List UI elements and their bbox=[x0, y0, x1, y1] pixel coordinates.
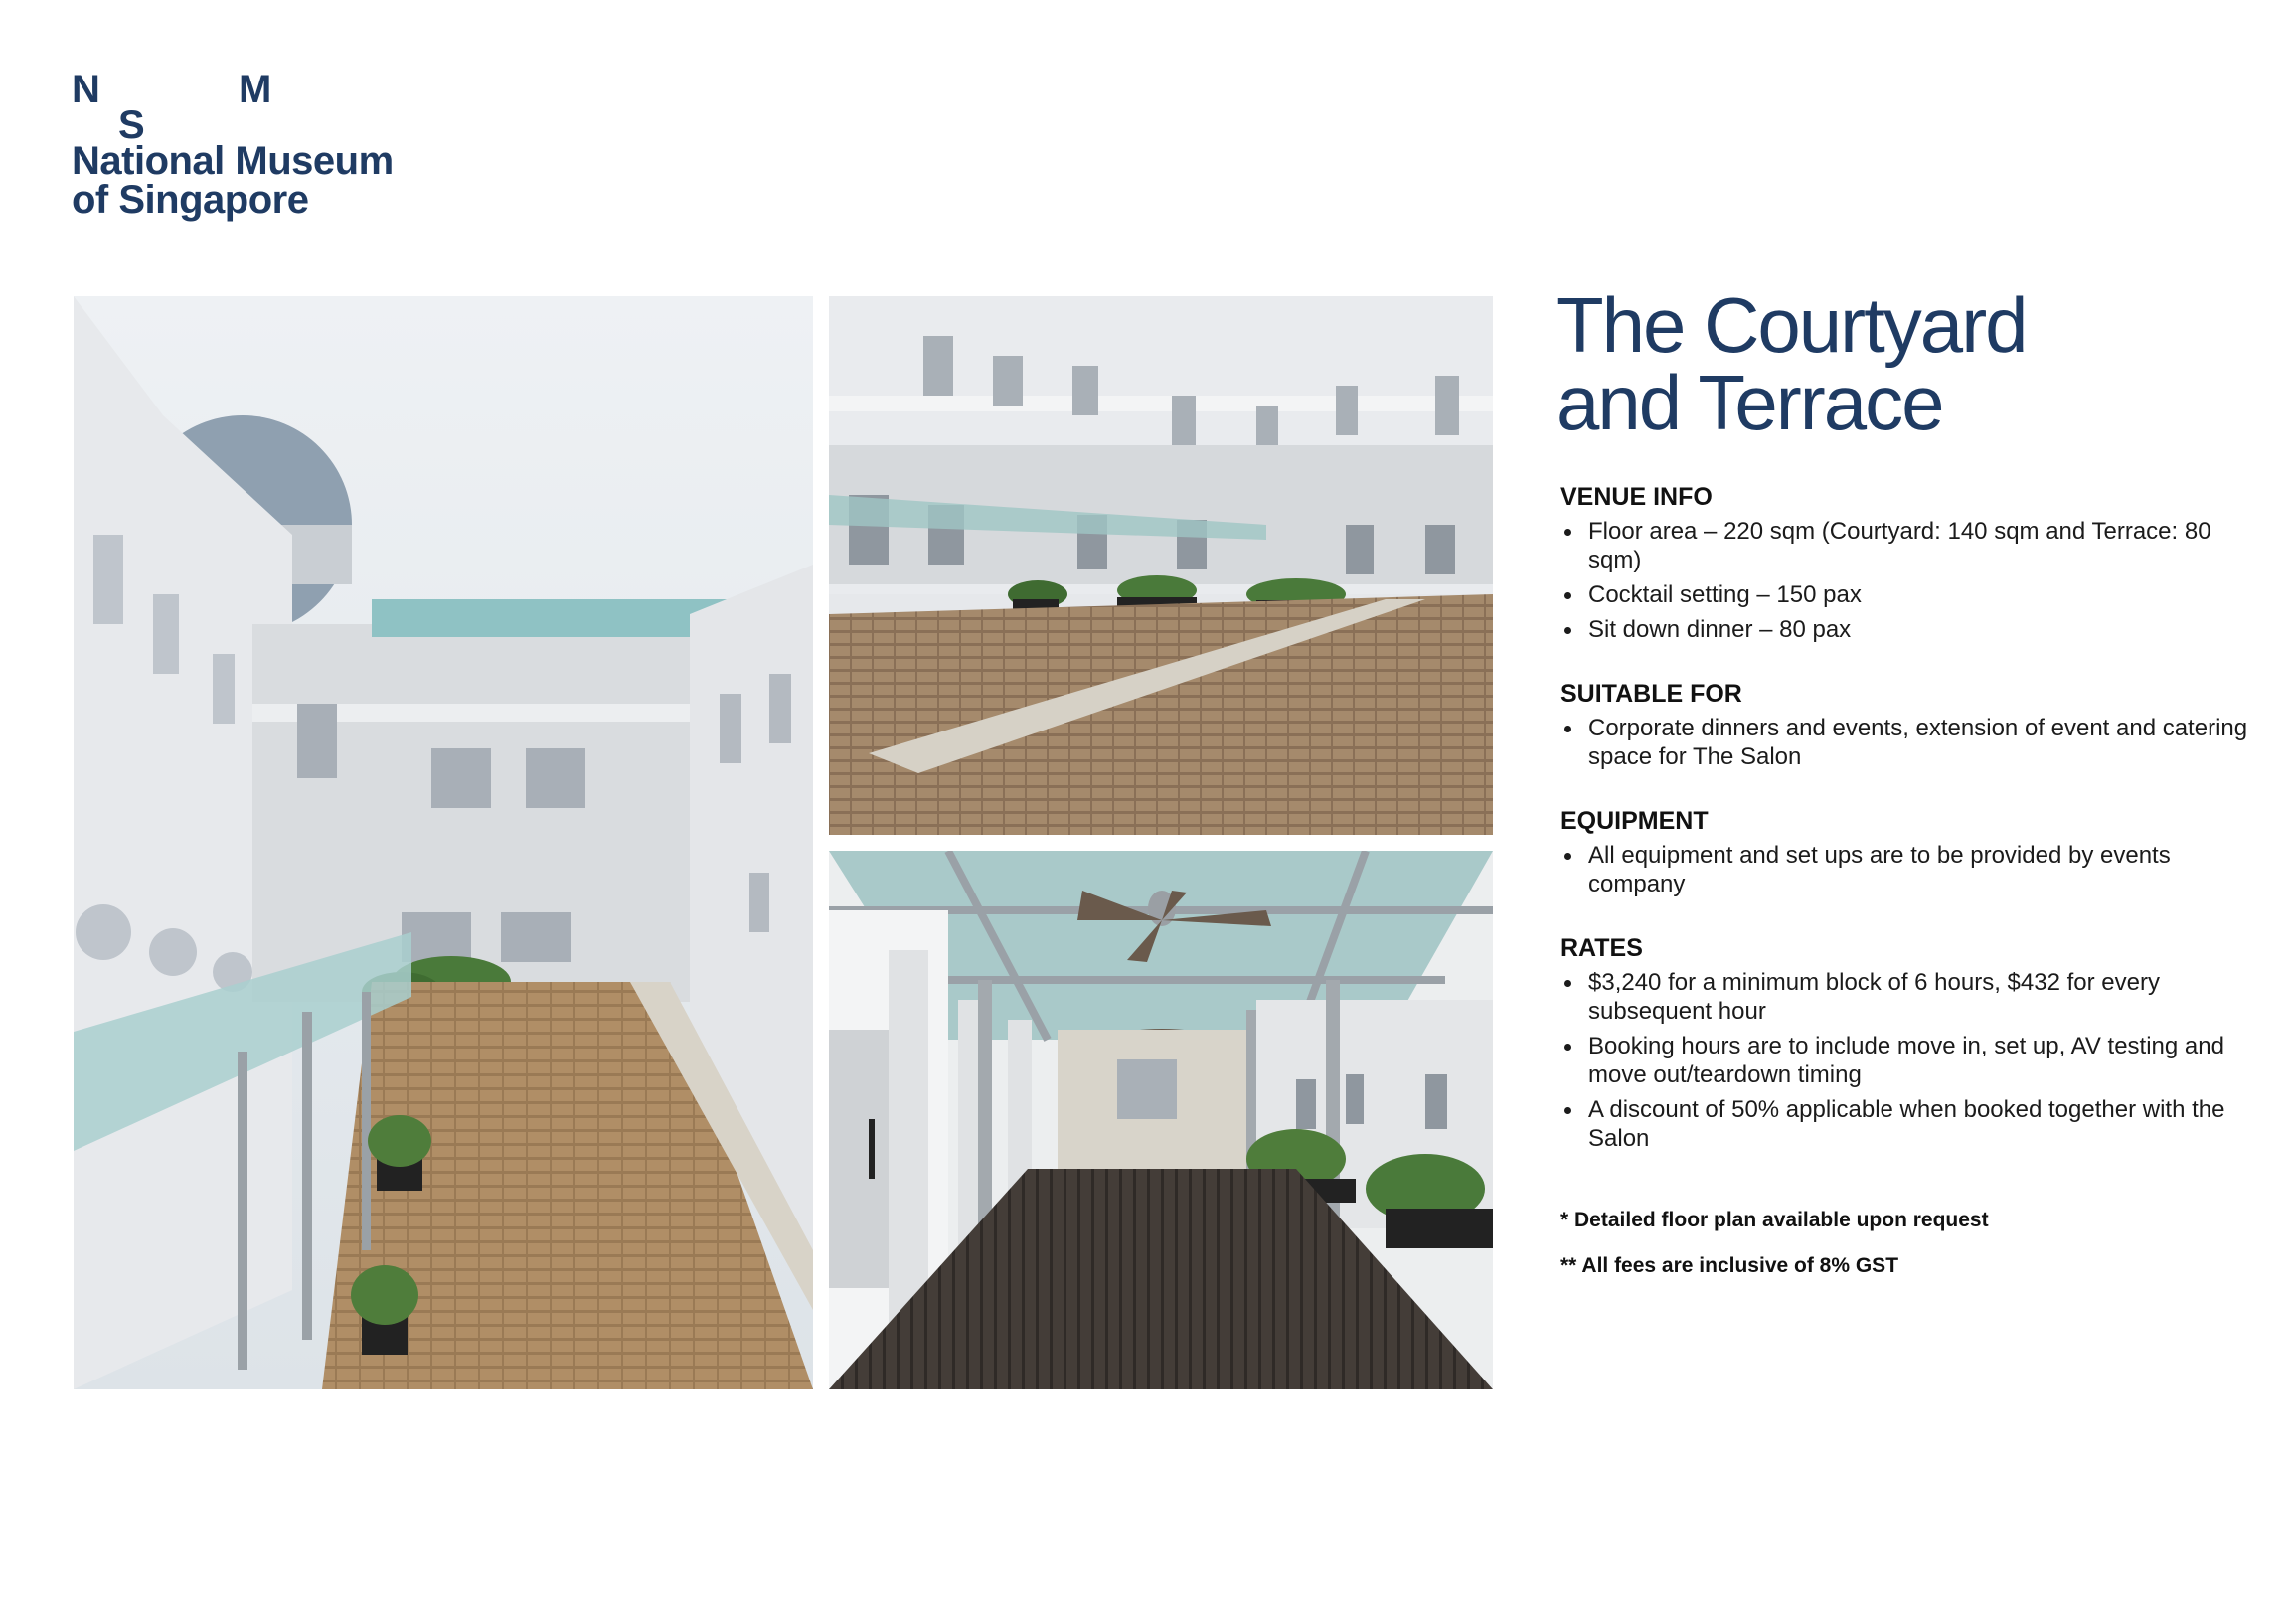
list-item: Corporate dinners and events, extension of event and catering space for The Salon bbox=[1560, 714, 2252, 771]
list-item: A discount of 50% applicable when booked together with the Salon bbox=[1560, 1095, 2252, 1153]
title-line-1: The Courtyard bbox=[1556, 281, 2027, 369]
courtyard-photo-tall bbox=[74, 296, 813, 1389]
section-heading: RATES bbox=[1560, 934, 1643, 962]
venue-info-panel bbox=[1556, 281, 2252, 1298]
logo-monogram bbox=[72, 68, 350, 147]
list-item: Sit down dinner – 80 pax bbox=[1560, 615, 2252, 644]
logo-letter-n: N bbox=[72, 68, 100, 111]
courtyard-photo-facade bbox=[829, 296, 1493, 835]
section-heading: VENUE INFO bbox=[1560, 483, 1713, 511]
logo-name-line-1: National Museum bbox=[72, 139, 394, 183]
logo-name-line-2: of Singapore bbox=[72, 178, 309, 222]
footnote-floor-plan: * Detailed floor plan available upon request bbox=[1560, 1209, 1989, 1231]
list-item: Floor area – 220 sqm (Courtyard: 140 sqm and Terrace: 80 sqm) bbox=[1560, 517, 2252, 574]
list-item: $3,240 for a minimum block of 6 hours, $432 for every subsequent hour bbox=[1560, 968, 2252, 1026]
section-rates bbox=[1556, 932, 2252, 1153]
museum-logo bbox=[72, 68, 394, 222]
list-item: Cocktail setting – 150 pax bbox=[1560, 580, 2252, 609]
section-equipment bbox=[1556, 805, 2252, 898]
footnote-fees: ** All fees are inclusive of 8% GST bbox=[1560, 1254, 1899, 1277]
section-heading: EQUIPMENT bbox=[1560, 807, 1709, 835]
list-item: Booking hours are to include move in, set up, AV testing and move out/teardown timing bbox=[1560, 1032, 2252, 1089]
logo-letter-s: S bbox=[118, 103, 145, 147]
title-line-2: and Terrace bbox=[1556, 359, 1943, 446]
logo-letter-m: M bbox=[239, 68, 272, 111]
section-suitable-for bbox=[1556, 678, 2252, 771]
page-title bbox=[1556, 281, 2252, 446]
list-item: All equipment and set ups are to be provided by events company bbox=[1560, 841, 2252, 898]
section-venue-info bbox=[1556, 481, 2252, 644]
section-heading: SUITABLE FOR bbox=[1560, 680, 1742, 708]
footnotes bbox=[1556, 1207, 2252, 1280]
terrace-photo-fans bbox=[829, 851, 1493, 1389]
